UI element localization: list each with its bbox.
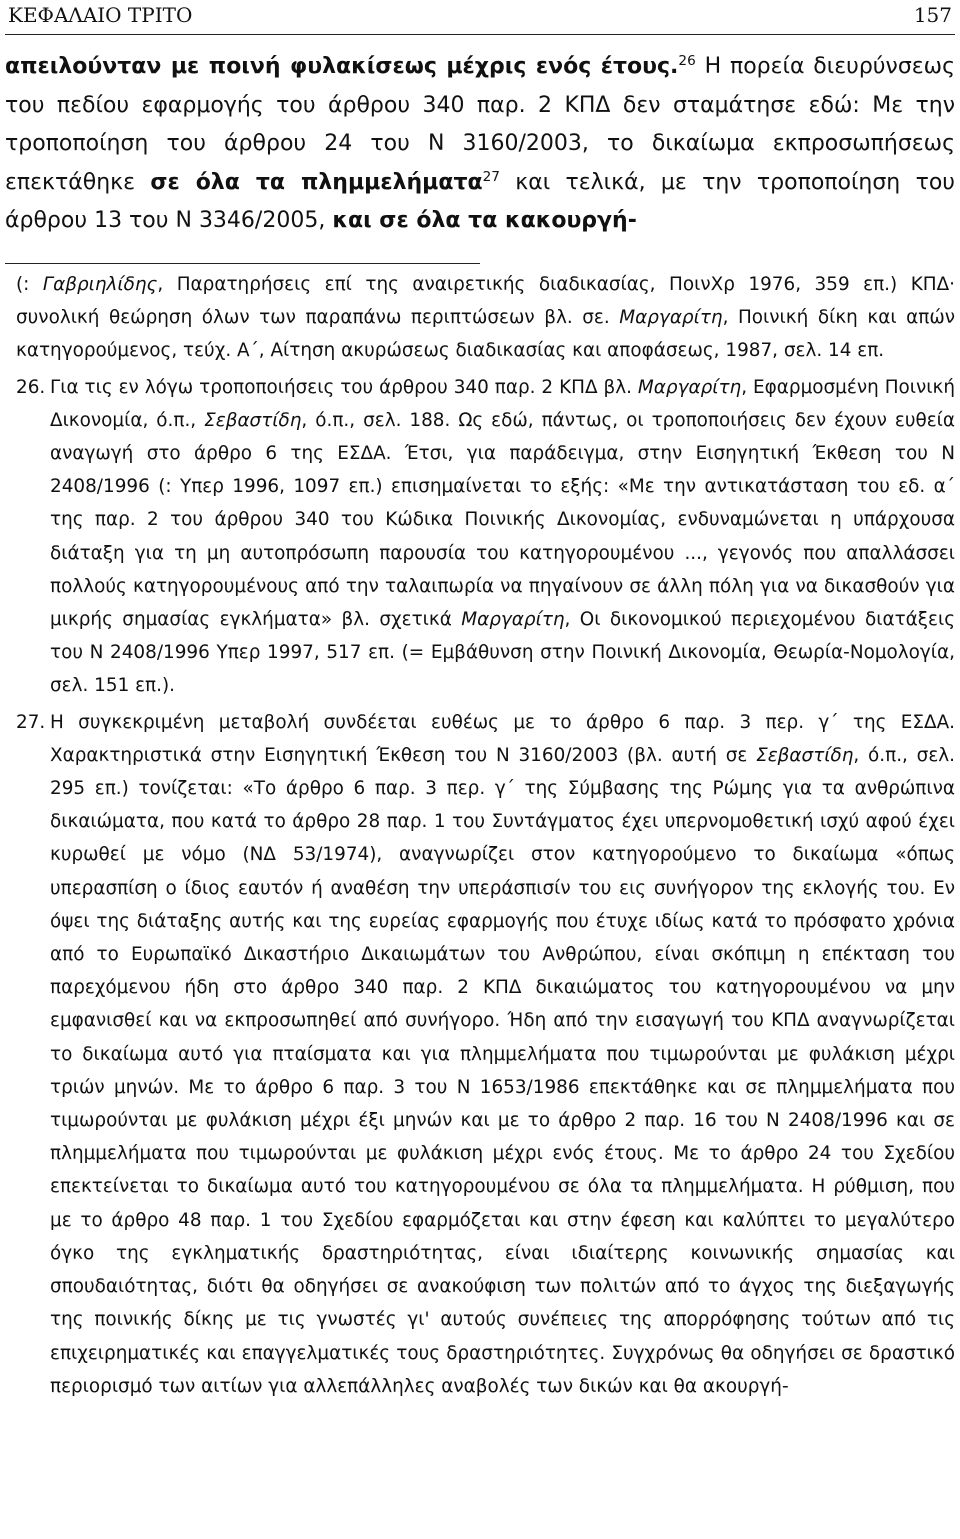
footnote-text: , ό.π., σελ. 295 επ.) τονίζεται: «Το άρθρο 6 παρ. 3 περ. γ΄ της Σύμβασης της Ρώμης για τα ανθρώπινα δικαιώματα, που κατά το άρθρο 28 παρ. 1 του Συντάγματος έχει υπερνομοθετική ισχύ αφού έχει κυρωθεί με νόμο (ΝΔ 53/1974), αναγνωρίζει στον κατηγορούμενο το δικαίωμα «όπως υπερασπίση ο ίδιος εαυτόν ή αναθέση την υπεράσπισίν του εις συνήγορον της εκλογής του. Εν όψει της διάταξης αυτής και της ευρείας εφαρμογής που έτυχε ιδίως κατά το πρόσφατο χρόνια από το Ευρωπαϊκό Δικαστήριο Δικαιωμάτων του Ανθρώπου, είναι σκόπιμη η επέκταση του παρεχόμενου ήδη στο άρθρο 340 παρ. 2 ΚΠΔ δικαιώματος του κατηγορουμένου να μην εμφανισθεί και να εκπροσωπηθεί από συνήγορο. Ήδη από την εισαγωγή του ΚΠΔ αναγνωρίζεται το δικαίωμα αυτό για πταίσματα και για πλημμελήματα που τιμωρούνται με φυλάκιση μέχρι τριών μηνών. Με το άρθρο 6 παρ. 3 του Ν 1653/1986 επεκτάθηκε και σε πλημμελήματα που τιμωρούνται με φυλάκιση μέχρι έξι μηνών και με το άρθρο 2 παρ. 16 του Ν 2408/1996 και σε πλημμελήματα που τιμωρούνται με φυλάκιση μέχρι ενός έτους. Με το άρθρο 24 του Σχεδίου επεκτείνεται το δικαίωμα αυτό του κατηγορουμένου σε όλα τα πλημμελήματα. Η ρύθμιση, που με το άρθρο 48 παρ. 1 του Σχεδίου εφαρμόζεται και στην έφεση και καλύπτει το μεγαλύτερο όγκο της εγκληματικής δραστηριότητας, είναι ιδιαίτερης κοινωνικής σημασίας και σπουδαιότητας, διότι θα οδηγήσει σε ανακούφιση των πολιτών από το άγχος της διεξαγωγής της ποινικής δίκης με τις γνωστές γι' αυτούς συνέπειες της απορρόφησης τούτων από τις επιχειρηματικές και επαγγελματικές τους δραστηριότητες. Συγχρόνως θα οδηγήσει σε δραστικό περιορισμό των αιτίων για αλλεπάλληλες αναβολές των δικών και θα ακουργή-: [50, 744, 955, 1397]
body-text: και τελικά, με την τροποποίηση του άρθρου 13 του Ν 3346/2005,: [5, 169, 956, 233]
author-name: Μαργαρίτη: [637, 376, 742, 398]
footnote-continuation: [5, 268, 955, 368]
bold-phrase: σε όλα τα πλημμελήματα: [150, 169, 483, 195]
footnote-27: [5, 706, 955, 1403]
footnote-text: Για τις εν λόγω τροποποιήσεις του άρθρου 340 παρ. 2 ΚΠΔ βλ.: [50, 376, 638, 398]
author-name: Μαργαρίτη: [461, 609, 565, 631]
chapter-title: ΚΕΦΑΛΑΙΟ ΤΡΙΤΟ: [8, 3, 193, 27]
body-paragraph: [5, 48, 955, 241]
bold-phrase: και σε όλα τα κακουργή-: [332, 208, 637, 233]
footnote-ref-27: 27: [482, 168, 500, 185]
footnote-text: , Ποινική δίκη και απών κατηγορούμενος, τεύχ. Α΄, Αίτηση ακυρώσεως διαδικασίας και αποφάσεως, 1987, σελ. 14 επ.: [16, 307, 956, 362]
running-header: [8, 0, 952, 30]
footnote-ref-26: 26: [678, 52, 696, 69]
body-text: Η πορεία διευρύνσεως του πεδίου εφαρμογής του άρθρου 340 παρ. 2 ΚΠΔ δεν σταμάτησε εδώ: Με την τροποποίηση του άρθρου 24 του Ν 3160/2003, το δικαίωμα εκπροσωπήσεως επεκτάθηκε: [5, 54, 955, 195]
author-name: Μαργαρίτη: [619, 307, 723, 329]
footnote-number: 26.: [16, 376, 46, 398]
footnote-text: , Παρατηρήσεις επί της αναιρετικής διαδικασίας, ΠοινΧρ 1976, 359 επ.) ΚΠΔ· συνολική θεώρηση όλων των παραπάνω περιπτώσεων βλ. σε.: [16, 274, 956, 329]
page-number: 157: [913, 3, 952, 27]
footnotes-section: [5, 268, 955, 1403]
author-name: Σεβαστίδη: [204, 409, 302, 431]
bold-phrase: απειλούνταν με ποινή φυλακίσεως μέχρις ενός έτους.: [5, 54, 679, 79]
footnote-text: (:: [16, 274, 43, 295]
author-name: Γαβριηλίδης: [42, 274, 158, 295]
footnote-text: , Οι δικονομικού περιεχομένου διατάξεις του Ν 2408/1996 Υπερ 1997, 517 επ. (= Εμβάθυνση στην Ποινική Δικονομία, Θεωρία-Νομολογία, σελ. 151 επ.).: [50, 609, 955, 697]
footnote-number: 27.: [16, 711, 46, 733]
footnote-26: [5, 371, 955, 703]
footnote-text: , ό.π., σελ. 188. Ως εδώ, πάντως, οι τροποποιήσεις δεν έχουν ευθεία αναγωγή στο άρθρο 6 της ΕΣΔΑ. Έτσι, για παράδειγμα, στην Εισηγητική Έκθεση του Ν 2408/1996 (: Υπερ 1996, 1097 επ.) επισημαίνεται το εξής: «Με την αντικατάσταση του εδ. α΄ της παρ. 2 του άρθρου 340 του Κώδικα Ποινικής Δικονομίας, ενδυναμώνεται η υπάρχουσα διάταξη για τη μη αυτοπρόσωπη παρουσία του κατηγορουμένου ..., γεγονός που απαλλάσσει πολλούς κατηγορουμένους από την ταλαιπωρία να πηγαίνουν σε άλλη πόλη για να δικασθούν για μικρής σημασίας εγκλήματα» βλ. σχετικά: [50, 409, 955, 631]
author-name: Σεβαστίδη: [756, 744, 854, 766]
footnote-text: Η συγκεκριμένη μεταβολή συνδέεται ευθέως με το άρθρο 6 παρ. 3 περ. γ΄ της ΕΣΔΑ. Χαρακτηριστικά στην Εισηγητική Έκθεση του Ν 3160/2003 (βλ. αυτή σε: [50, 711, 955, 766]
footnote-text: , Εφαρμοσμένη Ποινική Δικονομία, ό.π.,: [50, 376, 955, 431]
header-rule: [5, 34, 955, 35]
footnote-separator: [5, 263, 480, 264]
